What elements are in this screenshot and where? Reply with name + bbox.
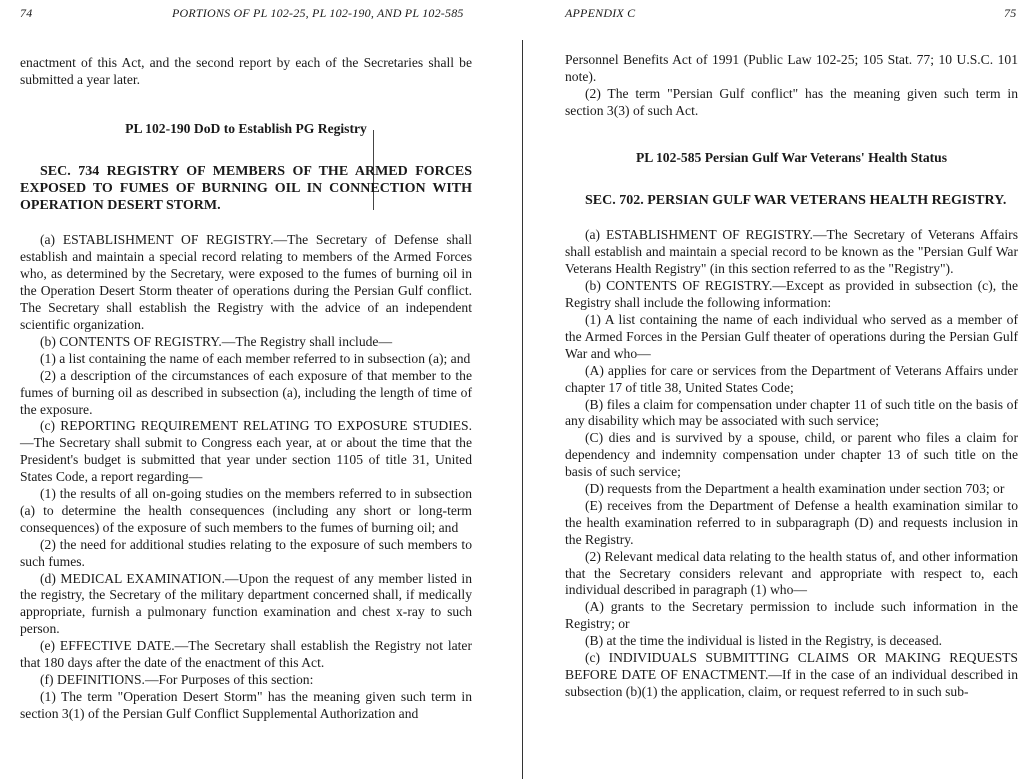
paragraph: (2) a description of the circumstances of each exposure of that member to the fumes of burning oil as described in subsection (a), including the length of time of the exposure. — [20, 367, 472, 417]
paragraph: (1) The term "Operation Desert Storm" has the meaning given such term in section 3(1) of the Persian Gulf Conflict Supplemental Authorization and — [20, 688, 472, 721]
paragraph: (c) REPORTING REQUIREMENT RELATING TO EXPOSURE STUDIES.—The Secretary shall submit to Congress each year, at or about the time that the President's budget is submitted that year under section 1105 of title 31, United States Code, a report regarding— — [20, 418, 472, 485]
paragraph: (B) at the time the individual is listed in the Registry, is deceased. — [585, 633, 943, 649]
paragraph: (d) MEDICAL EXAMINATION.—Upon the request of any member listed in the registry, the Secretary of the military department concerned shall, if medically appropriate, furnish a pulmonary function examination and chest x-ray to such person. — [20, 570, 472, 637]
right-running-head: APPENDIX C — [565, 6, 636, 20]
right-section-heading: SEC. 702. PERSIAN GULF WAR VETERANS HEALTH REGISTRY. — [585, 192, 1007, 208]
paragraph: (a) ESTABLISHMENT OF REGISTRY.—The Secretary of Veterans Affairs shall establish and maintain a special record to be known as the "Persian Gulf War Veterans Health Registry" (in this section referred to as the "Registry"). — [565, 227, 1018, 277]
right-page-number: 75 — [1004, 6, 1017, 20]
paragraph: (2) the need for additional studies relating to the exposure of such members to such fumes. — [20, 536, 472, 569]
paragraph: (e) EFFECTIVE DATE.—The Secretary shall establish the Registry not later that 180 days after the date of the enactment of this Act. — [20, 638, 472, 671]
page-gutter-divider — [522, 40, 523, 779]
right-page-column — [565, 52, 1018, 701]
left-section-heading: SEC. 734 REGISTRY OF MEMBERS OF THE ARMED FORCES EXPOSED TO FUMES OF BURNING OIL IN CONNECTION WITH OPERATION DESERT STORM. — [20, 163, 472, 213]
paragraph: (b) CONTENTS OF REGISTRY.—The Registry shall include— — [40, 333, 393, 349]
paragraph: (1) a list containing the name of each member referred to in subsection (a); and — [40, 350, 471, 366]
right-title: PL 102-585 Persian Gulf War Veterans' Health Status — [635, 149, 948, 165]
paragraph: (B) files a claim for compensation under chapter 11 of such title on the basis of any disability which may be associated with such service; — [565, 396, 1018, 429]
left-page-column — [20, 55, 472, 723]
paragraph: (C) dies and is survived by a spouse, child, or parent who files a claim for dependency and indemnity compensation under chapter 13 of such title on the basis of such service; — [565, 430, 1018, 480]
paragraph: (D) requests from the Department a health examination under section 703; or — [585, 481, 1005, 497]
paragraph: (c) INDIVIDUALS SUBMITTING CLAIMS OR MAKING REQUESTS BEFORE DATE OF ENACTMENT.—If in the case of an individual described in subsection (b)(1) the application, claim, or request referred to in such sub- — [565, 650, 1018, 699]
right-lead-paragraph-2: (2) The term "Persian Gulf conflict" has the meaning given such term in section 3(3) of such Act. — [565, 85, 1018, 118]
left-running-head: PORTIONS OF PL 102-25, PL 102-190, AND PL 102-585 — [172, 6, 464, 20]
right-lead-paragraph: Personnel Benefits Act of 1991 (Public Law 102-25; 105 Stat. 77; 10 U.S.C. 101 note). — [565, 52, 1018, 84]
left-page-number: 74 — [20, 6, 33, 20]
paragraph: (1) the results of all on-going studies on the members referred to in subsection (a) to determine the health consequences (including any short or long-term consequences) of the exposure of such members to the fumes of burning oil; and — [20, 486, 472, 535]
paragraph: (a) ESTABLISHMENT OF REGISTRY.—The Secretary of Defense shall establish and maintain a special record relating to members of the Armed Forces who, as determined by the Secretary, were exposed to the fumes of burning oil in the Operation Desert Storm theater of operations during the Persian Gulf conflict. The Secretary shall establish the Registry with the advice of an independent scientific organization. — [20, 232, 472, 332]
paragraph: (A) grants to the Secretary permission to include such information in the Registry; or — [565, 599, 1018, 632]
paragraph: (E) receives from the Department of Defense a health examination similar to the health examination referred to in subparagraph (D) and requests inclusion in the Registry. — [565, 497, 1018, 547]
paragraph: (A) applies for care or services from the Department of Veterans Affairs under chapter 17 of title 38, United States Code; — [565, 362, 1018, 395]
left-title: PL 102-190 DoD to Establish PG Registry — [125, 120, 367, 136]
paragraph: (b) CONTENTS OF REGISTRY.—Except as provided in subsection (c), the Registry shall include the following information: — [565, 278, 1018, 311]
paragraph: (2) Relevant medical data relating to the health status of, and other information that the Secretary considers relevant and appropriate with respect to, each individual described in paragraph (1) who— — [565, 548, 1018, 598]
paragraph: (1) A list containing the name of each individual who served as a member of the Armed Forces in the Persian Gulf theater of operations during the Persian Gulf War and who— — [565, 311, 1018, 361]
paragraph: (f) DEFINITIONS.—For Purposes of this section: — [40, 672, 314, 687]
left-lead-paragraph: enactment of this Act, and the second report by each of the Secretaries shall be submitted a year later. — [20, 55, 472, 87]
